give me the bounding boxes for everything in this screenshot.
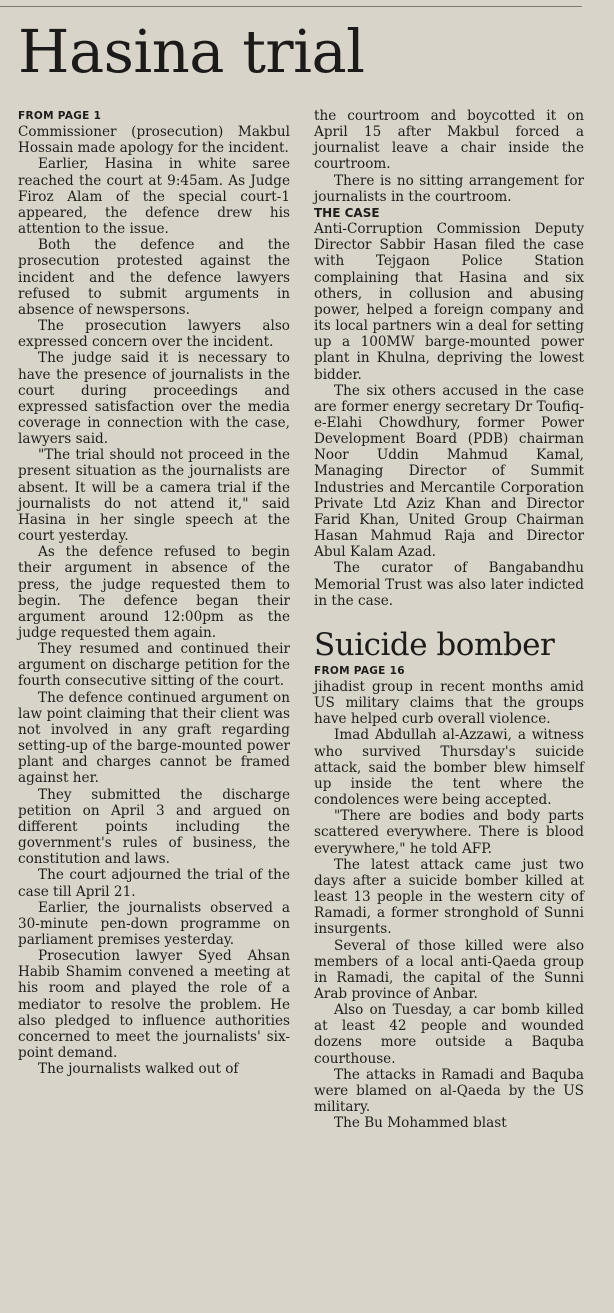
top-rule xyxy=(0,6,582,7)
paragraph: They submitted the discharge petition on April 3 and argued on different points including the government's rules of business, the constitution and laws. xyxy=(18,786,290,868)
headline-suicide-bomber: Suicide bomber xyxy=(314,626,555,663)
paragraph: The attacks in Ramadi and Baquba were blamed on al-Qaeda by the US military. xyxy=(314,1066,584,1116)
paragraph: Earlier, the journalists observed a 30-minute pen-down programme on parliament premises yesterday. xyxy=(18,899,290,948)
paragraph: The curator of Bangabandhu Memorial Trust was also later indicted in the case. xyxy=(314,560,584,609)
paragraph: The judge said it is necessary to have the presence of journalists in the court during proceedings and expressed satisfaction over the media coverage in connection with the case, lawyers said. xyxy=(18,350,290,448)
paragraph: "There are bodies and body parts scattered everywhere. There is blood everywhere," he told AFP. xyxy=(314,808,584,857)
paragraph: Earlier, Hasina in white saree reached the court at 9:45am. As Judge Firoz Alam of the special court-1 appeared, the defence drew his attention to the issue. xyxy=(18,156,290,238)
paragraph: The prosecution lawyers also expressed concern over the incident. xyxy=(18,318,290,351)
article-hasina-trial-column-left xyxy=(18,108,290,1077)
paragraph: Both the defence and the prosecution protested against the incident and the defence lawyers refused to submit arguments in absence of newspersons. xyxy=(18,237,290,318)
paragraph: As the defence refused to begin their argument in absence of the press, the judge requested them to begin. The defence began their argument around 12:00pm as the judge requested them again. xyxy=(18,544,290,641)
paragraph: Several of those killed were also members of a local anti-Qaeda group in Ramadi, the capital of the Sunni Arab province of Anbar. xyxy=(314,937,584,1002)
paragraph: Imad Abdullah al-Azzawi, a witness who survived Thursday's suicide attack, said the bomber blew himself up inside the tent where the condolences were being accepted. xyxy=(314,727,584,809)
paragraph: Also on Tuesday, a car bomb killed at least 42 people and wounded dozens more outside a Baquba courthouse. xyxy=(314,1002,584,1067)
paragraph: The six others accused in the case are former energy secretary Dr Toufiq-e-Elahi Chowdhury, former Power Development Board (PDB) chairman Noor Uddin Mahmud Kamal, Managing Director of Summit Industries and Mercantile Corporation Private Ltd Aziz Khan and Director Farid Khan, United Group Chairman Hasan Mahmud Raja and Director Abul Kalam Azad. xyxy=(314,382,584,561)
paragraph: The court adjourned the trial of the case till April 21. xyxy=(18,867,290,900)
paragraph: "The trial should not proceed in the present situation as the journalists are absent. It will be a camera trial if the journalists do not attend it," said Hasina in her single speech at the court yesterday. xyxy=(18,447,290,545)
paragraph: The defence continued argument on law point claiming that their client was not involved in any graft regarding setting-up of the barge-mounted power plant and charges cannot be framed against her. xyxy=(18,689,290,787)
paragraph: Anti-Corruption Commission Deputy Director Sabbir Hasan filed the case with Tejgaon Police Station complaining that Hasina and six others, in collusion and abusing power, helped a foreign company and its local partners win a deal for setting up a 100MW barge-mounted power plant in Khulna, depriving the lowest bidder. xyxy=(314,221,584,383)
paragraph: There is no sitting arrangement for journalists in the courtroom. xyxy=(314,172,584,205)
paragraph: the courtroom and boycotted it on April 15 after Makbul forced a journalist leave a chair inside the courtroom. xyxy=(314,108,584,173)
headline-hasina-trial: Hasina trial xyxy=(18,17,365,86)
kicker-from-page-16: FROM PAGE 16 xyxy=(314,664,405,677)
paragraph: They resumed and continued their argument on discharge petition for the fourth consecutive sitting of the court. xyxy=(18,641,290,690)
paragraph: Prosecution lawyer Syed Ahsan Habib Shamim convened a meeting at his room and played the role of a mediator to resolve the problem. He also pledged to influence authorities concerned to meet the journalists' six-point demand. xyxy=(18,948,290,1062)
kicker-from-page-1: FROM PAGE 1 xyxy=(18,110,102,122)
paragraph: The latest attack came just two days after a suicide bomber killed at least 13 people in the western city of Ramadi, a former stronghold of Sunni insurgents. xyxy=(314,856,584,938)
paragraph: The journalists walked out of xyxy=(38,1061,239,1078)
article-column-right xyxy=(314,108,584,1131)
paragraph: Commissioner (prosecution) Makbul Hossain made apology for the incident. xyxy=(18,124,290,157)
paragraph: jihadist group in recent months amid US military claims that the groups have helped curb overall violence. xyxy=(314,679,584,728)
subhead-the-case: THE CASE xyxy=(314,205,380,220)
paragraph: The Bu Mohammed blast xyxy=(334,1115,507,1132)
